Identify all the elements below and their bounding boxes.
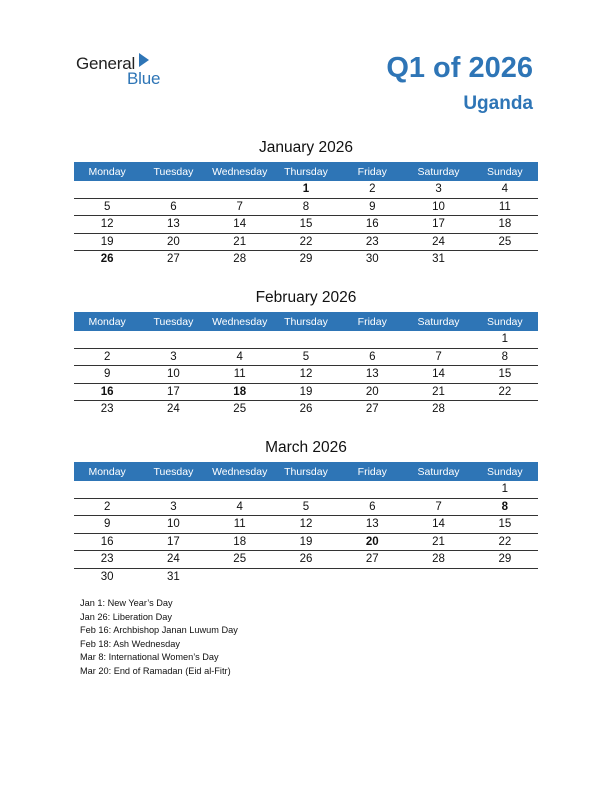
day-cell: 19	[74, 233, 140, 251]
day-cell: 17	[140, 533, 206, 551]
day-cell: 7	[405, 348, 471, 366]
day-cell: 22	[472, 383, 538, 401]
logo-flag-icon	[139, 53, 149, 67]
day-cell: 20	[339, 533, 405, 551]
day-cell: 6	[140, 198, 206, 216]
country-name: Uganda	[463, 93, 533, 114]
holiday-item: Mar 8: International Women’s Day	[80, 652, 219, 663]
day-cell: 14	[207, 216, 273, 234]
week-row	[74, 383, 538, 401]
day-cell: 20	[140, 233, 206, 251]
weekday-header: Thursday	[273, 312, 339, 331]
day-cell: 13	[140, 216, 206, 234]
week-row	[74, 533, 538, 551]
day-cell: 16	[74, 533, 140, 551]
day-cell: 9	[74, 516, 140, 534]
day-cell	[140, 331, 206, 348]
day-cell: 24	[405, 233, 471, 251]
day-cell	[74, 181, 140, 198]
day-cell: 11	[472, 198, 538, 216]
day-cell	[472, 568, 538, 585]
day-cell	[273, 331, 339, 348]
day-cell	[140, 181, 206, 198]
day-cell: 15	[472, 366, 538, 384]
day-cell: 4	[207, 348, 273, 366]
weekday-header: Wednesday	[207, 312, 273, 331]
day-cell: 27	[339, 551, 405, 569]
day-cell: 2	[74, 348, 140, 366]
weekday-header: Friday	[339, 462, 405, 481]
week-row	[74, 401, 538, 418]
calendar-table	[74, 162, 538, 268]
day-cell: 8	[472, 348, 538, 366]
day-cell: 21	[405, 533, 471, 551]
day-cell: 16	[339, 216, 405, 234]
weekday-header: Saturday	[405, 462, 471, 481]
day-cell: 23	[100, 403, 114, 416]
weekday-header: Sunday	[472, 462, 538, 481]
day-cell: 2	[339, 181, 405, 198]
weekday-header: Thursday	[273, 462, 339, 481]
day-cell: 10	[140, 366, 206, 384]
day-cell: 22	[273, 233, 339, 251]
day-cell	[472, 251, 538, 268]
logo	[76, 52, 176, 92]
day-cell: 6	[339, 498, 405, 516]
day-cell: 27	[167, 253, 180, 266]
week-row	[74, 233, 538, 251]
day-cell: 29	[299, 253, 313, 266]
day-cell: 14	[405, 366, 471, 384]
weekday-header: Friday	[339, 162, 405, 181]
logo-text-general: General	[76, 54, 136, 73]
week-row	[74, 366, 538, 384]
day-cell: 13	[339, 516, 405, 534]
day-cell: 25	[207, 551, 273, 569]
day-cell: 19	[273, 533, 339, 551]
day-cell	[472, 401, 538, 418]
day-cell: 13	[339, 366, 405, 384]
day-cell: 21	[207, 233, 273, 251]
month-title: March 2026	[265, 439, 347, 456]
day-cell	[273, 568, 339, 585]
day-cell: 3	[140, 348, 206, 366]
day-cell: 1	[472, 481, 538, 498]
logo-text-blue: Blue	[127, 69, 161, 88]
day-cell: 7	[405, 498, 471, 516]
week-row	[74, 481, 538, 498]
weekday-header: Saturday	[405, 162, 471, 181]
day-cell	[74, 481, 140, 498]
day-cell: 12	[273, 516, 339, 534]
weekday-header: Thursday	[273, 162, 339, 181]
holiday-item: Mar 20: End of Ramadan (Eid al-Fitr)	[80, 665, 231, 676]
holiday-list	[80, 597, 238, 679]
day-cell: 5	[74, 198, 140, 216]
day-cell: 12	[273, 366, 339, 384]
day-cell: 20	[339, 383, 405, 401]
day-cell: 24	[140, 551, 206, 569]
day-cell: 26	[100, 253, 114, 266]
weekday-header: Monday	[74, 312, 140, 331]
day-cell: 10	[405, 198, 471, 216]
weekday-header: Wednesday	[207, 462, 273, 481]
day-cell: 12	[74, 216, 140, 234]
weekday-header: Sunday	[472, 312, 538, 331]
weekday-header: Tuesday	[140, 312, 206, 331]
day-cell: 9	[339, 198, 405, 216]
holiday-item: Jan 26: Liberation Day	[80, 611, 172, 622]
weekday-header: Tuesday	[140, 462, 206, 481]
weekday-header: Friday	[339, 312, 405, 331]
day-cell: 15	[472, 516, 538, 534]
day-cell	[339, 481, 405, 498]
weekday-header: Saturday	[405, 312, 471, 331]
day-cell: 11	[207, 366, 273, 384]
day-cell: 9	[74, 366, 140, 384]
day-cell	[207, 568, 273, 585]
day-cell: 1	[472, 331, 538, 348]
weekday-header: Monday	[74, 462, 140, 481]
day-cell: 17	[405, 216, 471, 234]
month-february	[74, 288, 538, 418]
month-title: February 2026	[255, 289, 357, 306]
day-cell: 16	[74, 383, 140, 401]
holiday-item: Feb 18: Ash Wednesday	[80, 638, 180, 649]
day-cell	[207, 481, 273, 498]
day-cell	[273, 481, 339, 498]
day-cell	[74, 331, 140, 348]
day-cell: 19	[273, 383, 339, 401]
day-cell	[339, 331, 405, 348]
day-cell: 28	[405, 551, 471, 569]
day-cell: 15	[273, 216, 339, 234]
day-cell: 11	[207, 516, 273, 534]
day-cell: 3	[405, 181, 471, 198]
month-march	[74, 438, 538, 585]
day-cell: 10	[140, 516, 206, 534]
day-cell	[207, 181, 273, 198]
day-cell	[405, 481, 471, 498]
day-cell: 5	[273, 498, 339, 516]
week-row	[74, 551, 538, 569]
day-cell: 5	[273, 348, 339, 366]
day-cell	[207, 331, 273, 348]
day-cell: 23	[74, 551, 140, 569]
day-cell: 28	[432, 403, 445, 416]
day-cell: 3	[140, 498, 206, 516]
day-cell: 4	[472, 181, 538, 198]
calendar-table	[74, 462, 538, 585]
weekday-header: Monday	[74, 162, 140, 181]
week-row	[74, 331, 538, 348]
day-cell: 6	[339, 348, 405, 366]
day-cell: 31	[167, 570, 180, 583]
day-cell: 8	[273, 198, 339, 216]
day-cell: 24	[167, 403, 180, 416]
holiday-item: Feb 16: Archbishop Janan Luwum Day	[80, 625, 238, 636]
page-title: Q1 of 2026	[386, 52, 533, 84]
week-row	[74, 198, 538, 216]
day-cell: 21	[405, 383, 471, 401]
day-cell: 31	[432, 253, 445, 266]
day-cell: 4	[207, 498, 273, 516]
day-cell: 18	[472, 216, 538, 234]
month-january	[74, 138, 538, 268]
day-cell: 1	[273, 181, 339, 198]
week-row	[74, 216, 538, 234]
day-cell	[405, 568, 471, 585]
day-cell: 22	[472, 533, 538, 551]
day-cell: 25	[233, 403, 247, 416]
weekday-header: Wednesday	[207, 162, 273, 181]
day-cell: 14	[405, 516, 471, 534]
month-title: January 2026	[259, 139, 353, 156]
weekday-header: Sunday	[472, 162, 538, 181]
day-cell: 17	[140, 383, 206, 401]
day-cell	[405, 331, 471, 348]
day-cell: 26	[273, 551, 339, 569]
holiday-item: Jan 1: New Year’s Day	[80, 598, 173, 608]
day-cell: 18	[207, 383, 273, 401]
week-row	[74, 568, 538, 585]
day-cell: 8	[472, 498, 538, 516]
day-cell: 23	[339, 233, 405, 251]
day-cell: 28	[233, 253, 247, 266]
calendar-table	[74, 312, 538, 418]
weekday-header: Tuesday	[140, 162, 206, 181]
week-row	[74, 181, 538, 198]
week-row	[74, 251, 538, 268]
day-cell: 25	[472, 233, 538, 251]
day-cell: 30	[365, 253, 379, 266]
week-row	[74, 498, 538, 516]
day-cell	[339, 568, 405, 585]
day-cell: 26	[299, 403, 313, 416]
day-cell: 30	[100, 570, 114, 583]
day-cell: 29	[472, 551, 538, 569]
day-cell: 7	[207, 198, 273, 216]
week-row	[74, 348, 538, 366]
day-cell	[140, 481, 206, 498]
day-cell: 18	[207, 533, 273, 551]
week-row	[74, 516, 538, 534]
day-cell: 2	[74, 498, 140, 516]
day-cell: 27	[365, 403, 379, 416]
